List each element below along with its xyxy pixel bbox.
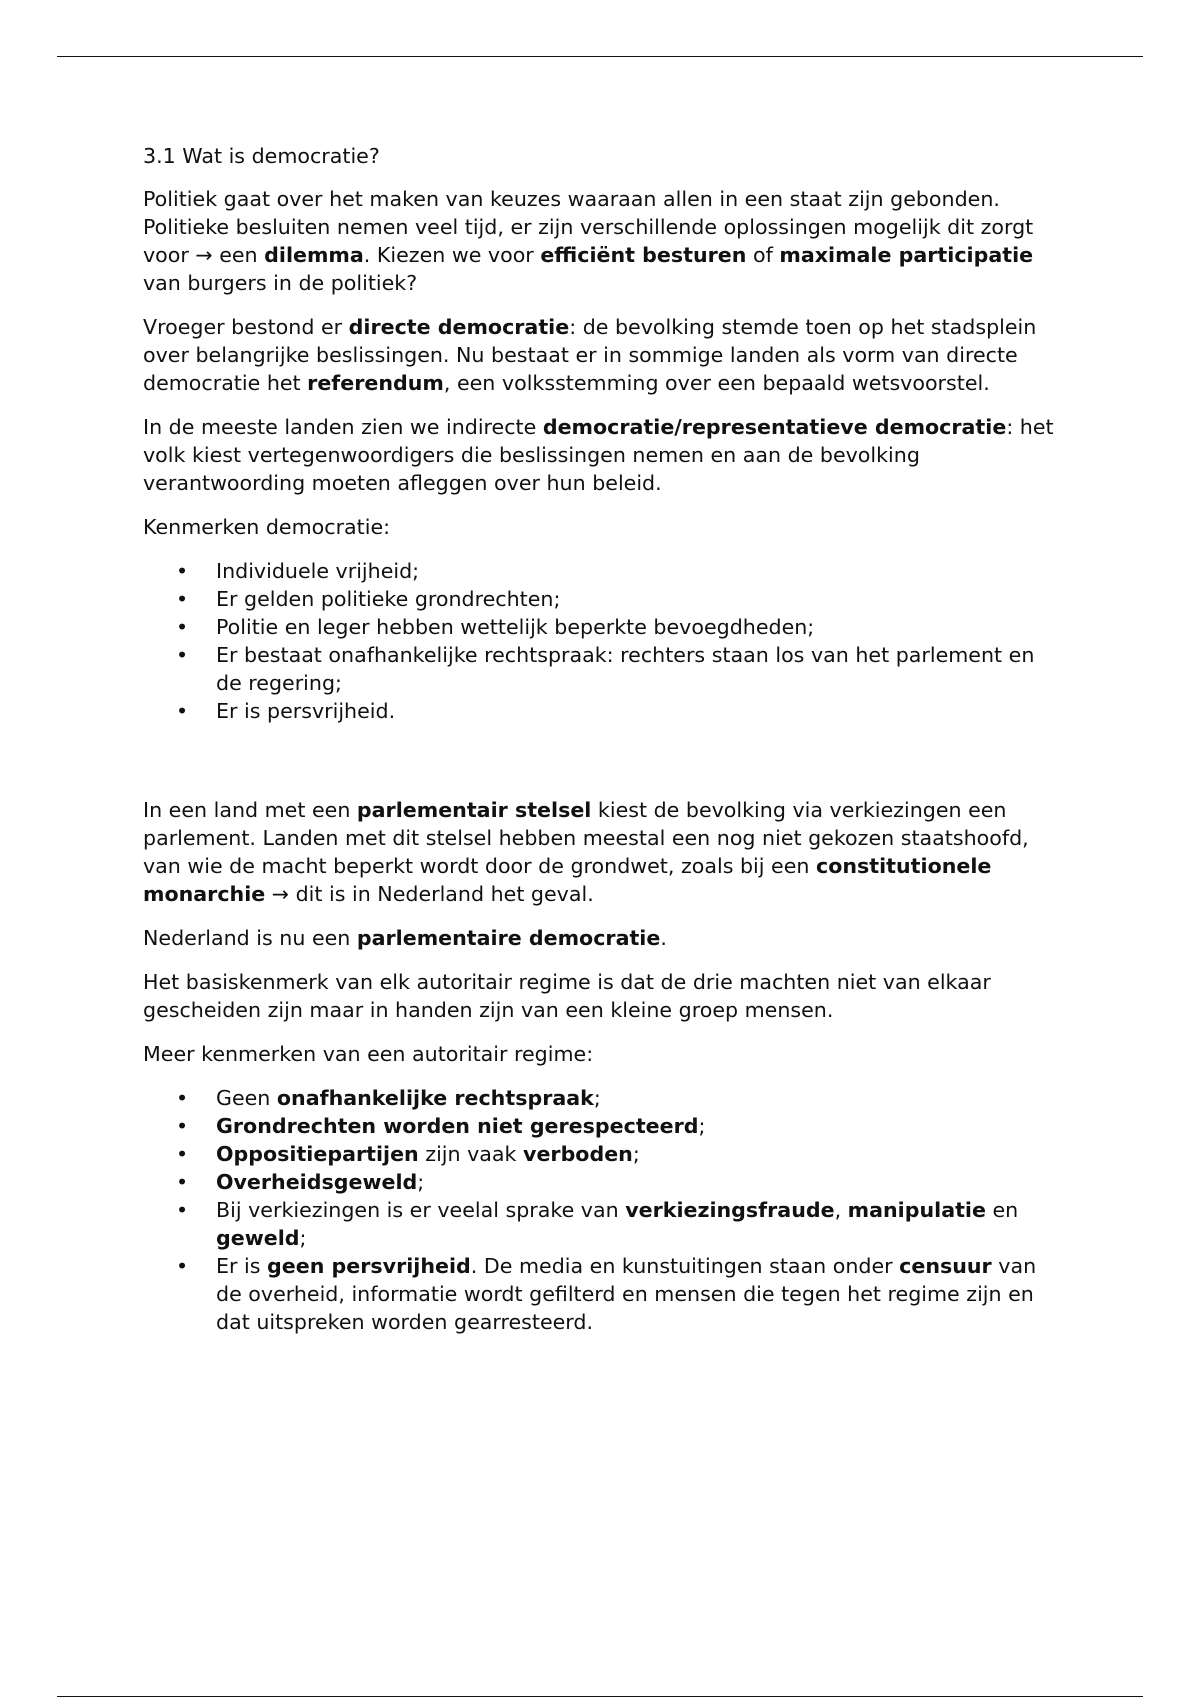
list-item: [143, 1196, 1063, 1252]
term-parlementaire-democratie: parlementaire democratie: [356, 926, 661, 950]
paragraph-indirecte-democratie: [143, 413, 1063, 497]
list-item: • Er bestaat onafhankelijke rechtspraak: rechters staan los van het parlement en de regering;: [143, 641, 1063, 697]
list-item: [143, 1252, 1063, 1336]
paragraph-autoritair-regime: Het basiskenmerk van elk autoritair regime is dat de drie machten niet van elkaar gescheiden zijn maar in handen zijn van een kleine groep mensen.: [143, 970, 991, 1022]
list-item: • Er gelden politieke grondrechten;: [143, 585, 1063, 613]
term: censuur: [899, 1254, 992, 1278]
text-run: van burgers in de politiek?: [143, 271, 418, 295]
term: Oppositiepartijen: [216, 1142, 419, 1166]
kenmerken-list: [143, 557, 1063, 725]
text-run: Bij verkiezingen is er veelal sprake van: [216, 1198, 626, 1222]
text-run: Geen: [216, 1086, 277, 1110]
text-run: ,: [834, 1198, 848, 1222]
term-directe-democratie: directe democratie: [348, 315, 570, 339]
term-constitutionele-monarchie: constitutionele monarchie: [143, 854, 992, 906]
list-item: • Individuele vrijheid;: [143, 557, 1063, 585]
list-item: • Er is persvrijheid.: [143, 697, 1063, 725]
text-run: en: [985, 1198, 1019, 1222]
term: verkiezingsfraude: [625, 1198, 835, 1222]
term-dilemma: dilemma: [264, 243, 364, 267]
text-run: In een land met een: [143, 798, 357, 822]
term: onafhankelijke rechtspraak: [276, 1086, 594, 1110]
term-maximale-participatie: maximale participatie: [779, 243, 1034, 267]
list-item: [143, 1084, 1063, 1112]
text-run: ;: [299, 1226, 307, 1250]
text-run: ;: [417, 1170, 425, 1194]
term: verboden: [523, 1142, 633, 1166]
spacer: [143, 725, 1063, 796]
text-run: .: [660, 926, 667, 950]
text-run: In de meeste landen zien we indirecte: [143, 415, 543, 439]
text-run: → dit is in Nederland het geval.: [265, 882, 594, 906]
list-item: [143, 1112, 1063, 1140]
term-efficient-besturen: efficiënt besturen: [540, 243, 747, 267]
section-heading: 3.1 Wat is democratie?: [143, 144, 380, 168]
term-referendum: referendum: [307, 371, 444, 395]
autoritair-label: Meer kenmerken van een autoritair regime:: [143, 1042, 594, 1066]
text-run: Politiek gaat over het maken van keuzes waaraan allen in een staat zijn gebonden. Politieke besluiten nemen veel tijd, er zijn verschillende oplossingen mogelijk dit zorgt voor → een: [143, 187, 1034, 267]
text-run: , een volksstemming over een bepaald wetsvoorstel.: [443, 371, 990, 395]
term: geen persvrijheid: [267, 1254, 471, 1278]
header-rule: [57, 56, 1143, 57]
term: Grondrechten worden niet gerespecteerd: [216, 1114, 699, 1138]
text-run: : het volk kiest vertegenwoordigers die beslissingen nemen en aan de bevolking verantwoording moeten afleggen over hun beleid.: [143, 415, 1054, 495]
kenmerken-label: Kenmerken democratie:: [143, 515, 391, 539]
text-run: ;: [698, 1114, 706, 1138]
text-run: zijn vaak: [418, 1142, 524, 1166]
text-run: : de bevolking stemde toen op het stadsplein over belangrijke beslissingen. Nu bestaat er in sommige landen als vorm van directe democratie het: [143, 315, 1037, 395]
term-representatieve-democratie: democratie/representatieve democratie: [542, 415, 1007, 439]
text-run: Er is: [216, 1254, 268, 1278]
autoritair-list: [143, 1084, 1063, 1336]
document-body: [143, 142, 1063, 1336]
term: Overheidsgeweld: [216, 1170, 418, 1194]
text-run: . Kiezen we voor: [363, 243, 541, 267]
list-item: [143, 1168, 1063, 1196]
list-item: [143, 1140, 1063, 1168]
text-run: Nederland is nu een: [143, 926, 357, 950]
text-run: . De media en kunstuitingen staan onder: [470, 1254, 900, 1278]
term: geweld: [216, 1226, 300, 1250]
list-item: • Politie en leger hebben wettelijk beperkte bevoegdheden;: [143, 613, 1063, 641]
text-run: Vroeger bestond er: [143, 315, 349, 339]
term: manipulatie: [847, 1198, 986, 1222]
paragraph-politiek: [143, 185, 1063, 297]
paragraph-parlementair-stelsel: [143, 796, 1063, 908]
paragraph-nederland: [143, 924, 1063, 952]
text-run: ;: [632, 1142, 640, 1166]
paragraph-directe-democratie: [143, 313, 1063, 397]
term-parlementair-stelsel: parlementair stelsel: [356, 798, 592, 822]
text-run: of: [746, 243, 780, 267]
text-run: ;: [593, 1086, 601, 1110]
footer-rule: [57, 1696, 1143, 1697]
text-run: van de overheid, informatie wordt gefilterd en mensen die tegen het regime zijn en dat uitspreken worden gearresteerd.: [216, 1254, 1037, 1334]
text-run: kiest de bevolking via verkiezingen een parlement. Landen met dit stelsel hebben meestal een nog niet gekozen staatshoofd, van wie de macht beperkt wordt door de grondwet, zoals bij een: [143, 798, 1029, 878]
